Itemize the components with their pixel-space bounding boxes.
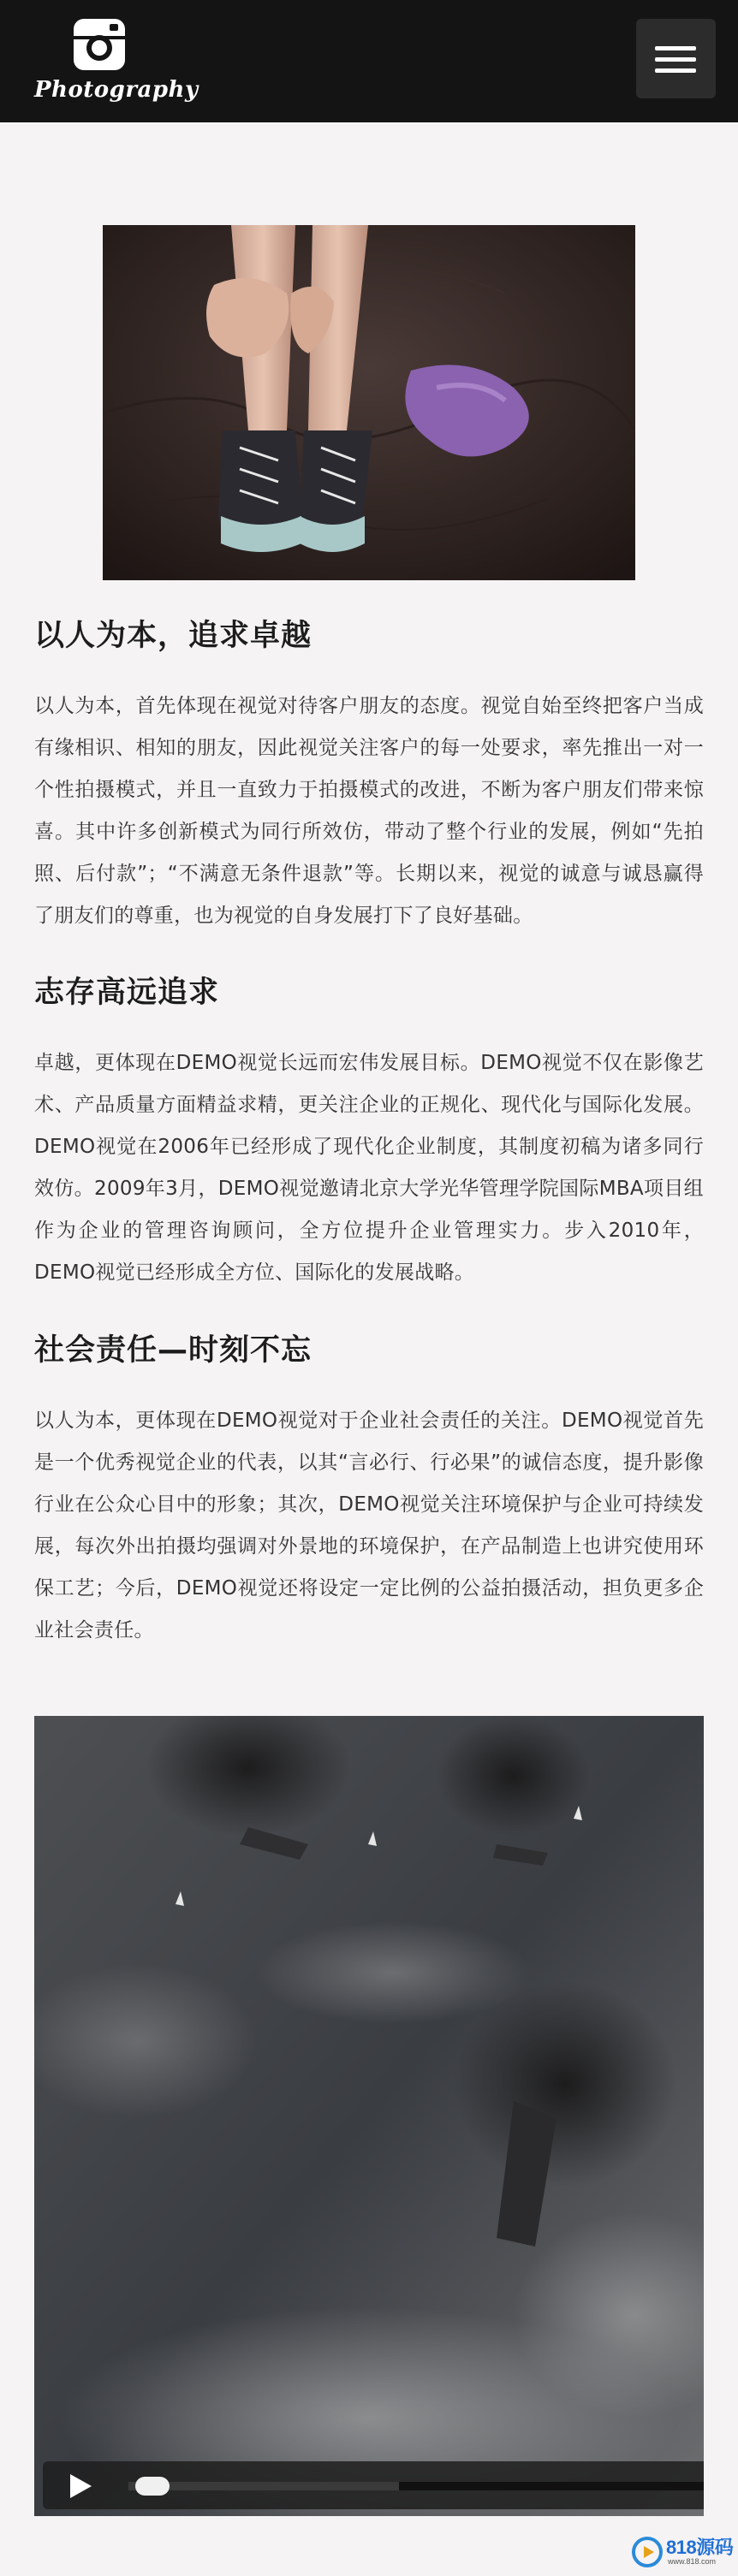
- watermark-subtext: www.818.com: [668, 2557, 717, 2566]
- top-navbar: [0, 0, 738, 122]
- section-social-responsibility: [34, 1325, 704, 1652]
- camera-icon: [72, 17, 127, 72]
- video-controls: [43, 2461, 704, 2509]
- seek-handle[interactable]: [135, 2477, 170, 2496]
- watermark-logo: [632, 2531, 738, 2573]
- section-body: 以人为本，首先体现在视觉对待客户朋友的态度。视觉自始至终把客户当成有缘相识、相知的朋友，因此视觉关注客户的每一处要求，率先推出一对一个性拍摄模式，并且一直致力于拍摄模式的改进，不断为客户朋友们带来惊喜。其中许多创新模式为同行所效仿，带动了整个行业的发展，例如“先拍照、后付款”；“不满意无条件退款”等。长期以来，视觉的诚意与诚恳赢得了朋友们的尊重，也为视觉的自身发展打下了良好基础。: [34, 695, 704, 927]
- section-body: 以人为本，更体现在DEMO视觉对于企业社会责任的关注。DEMO视觉首先是一个优秀视觉企业的代表，以其“言必行、行必果”的诚信态度，提升影像行业在公众心目中的形象；其次，DEMO视觉关注环境保护与企业可持续发展，每次外出拍摄均强调对外景地的环境保护，在产品制造上也讲究使用环保工艺；今后，DEMO视觉还将设定一定比例的公益拍摄活动，担负更多企业社会责任。: [34, 1410, 704, 1641]
- menu-button[interactable]: [636, 19, 716, 98]
- logo-text: Photography: [34, 77, 199, 103]
- play-icon[interactable]: [65, 2472, 94, 2501]
- seek-bar[interactable]: [128, 2482, 704, 2490]
- site-logo[interactable]: [34, 12, 199, 108]
- watermark-text: 818源码: [666, 2537, 734, 2558]
- photo-sneakers: [103, 225, 635, 580]
- section-people-first: [34, 610, 704, 937]
- section-title: 以人为本，追求卓越: [34, 619, 312, 653]
- hero-image: [103, 225, 635, 580]
- play-circle-icon: [632, 2537, 663, 2567]
- section-body: 卓越，更体现在DEMO视觉长远而宏伟发展目标。DEMO视觉不仅在影像艺术、产品质量方面精益求精，更关注企业的正规化、现代化与国际化发展。DEMO视觉在2006年已经形成了现代化企业制度，其制度初稿为诸多同行效仿。2009年3月，DEMO视觉邀请北京大学光华管理学院国际MBA项目组作为企业的管理咨询顾问，全方位提升企业管理实力。步入2010年，DEMO视觉已经形成全方位、国际化的发展战略。: [34, 1052, 704, 1284]
- section-title: 社会责任—时刻不忘: [34, 1333, 312, 1368]
- video-player[interactable]: [34, 1716, 704, 2516]
- section-title: 志存高远追求: [34, 976, 220, 1010]
- video-frame-aerial-sea: [34, 1716, 704, 2516]
- hamburger-menu-icon: [655, 46, 696, 50]
- section-ambition: [34, 967, 704, 1294]
